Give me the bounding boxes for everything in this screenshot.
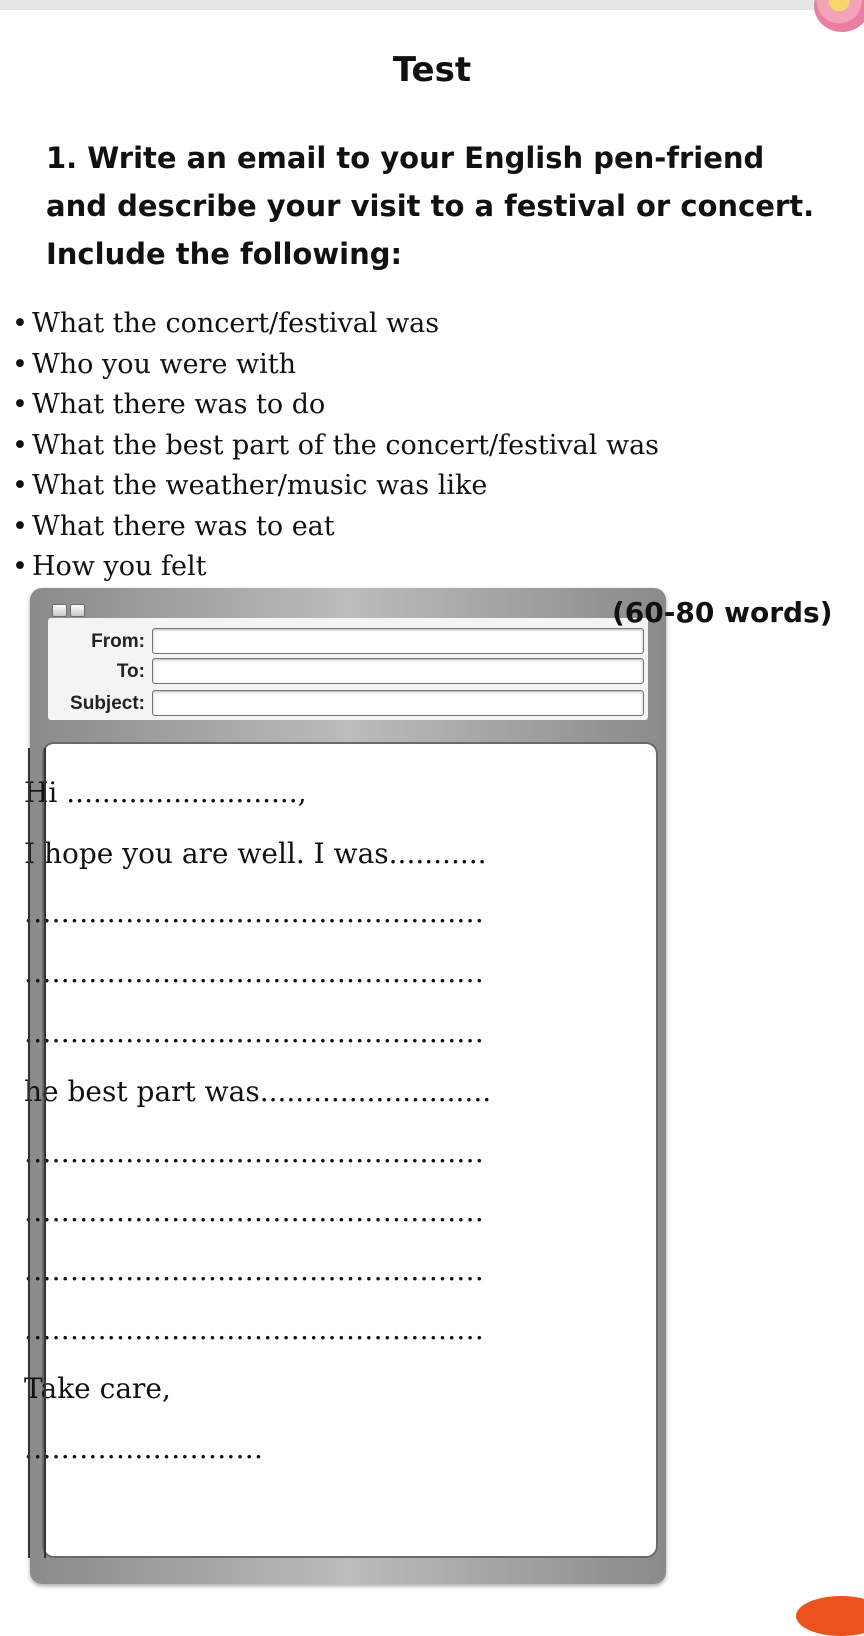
requirement-item: • What the best part of the concert/festival was: [12, 426, 659, 467]
requirements-list: [12, 304, 659, 588]
subject-label: Subject:: [70, 693, 145, 714]
best-part-blank: ..........................: [259, 1075, 492, 1108]
best-part-text: he best part was: [24, 1075, 260, 1108]
signature-line: ..........................: [24, 1432, 264, 1465]
writing-line: ..................................................: [24, 1136, 485, 1169]
to-label: To:: [116, 661, 145, 682]
requirement-item: • What there was to eat: [12, 507, 659, 548]
top-bar: [0, 0, 864, 10]
writing-line: ..................................................: [24, 1016, 485, 1049]
requirement-item: • Who you were with: [12, 345, 659, 386]
minimize-icon: [52, 604, 67, 617]
writing-line: ..................................................: [24, 1313, 485, 1346]
writing-line: ..................................................: [24, 1195, 485, 1228]
decorative-circle: [796, 1596, 864, 1636]
writing-line: ..................................................: [24, 896, 485, 929]
from-field[interactable]: [152, 628, 644, 654]
writing-line: ..................................................: [24, 1254, 485, 1287]
requirement-item: • How you felt: [12, 547, 659, 588]
requirement-item: • What there was to do: [12, 385, 659, 426]
greeting-blank: ..........................,: [66, 776, 307, 809]
word-count-hint: (60-80 words): [612, 596, 833, 629]
decorative-sticker: [814, 0, 864, 32]
closing-line: Take care,: [24, 1372, 171, 1405]
requirement-item: • What the concert/festival was: [12, 304, 659, 345]
email-header: [48, 618, 648, 720]
to-field[interactable]: [152, 658, 644, 684]
intro-line: [24, 839, 487, 869]
greeting-text: Hi: [24, 776, 58, 809]
intro-blank: ...........: [388, 837, 487, 870]
page-title: Test: [392, 50, 472, 90]
best-part-line: [24, 1077, 491, 1107]
subject-field[interactable]: [152, 690, 644, 716]
maximize-icon: [70, 604, 85, 617]
task-question: 1. Write an email to your English pen-friend and describe your visit to a festival or concert. Include the following:: [46, 141, 815, 271]
greeting-line: [24, 778, 307, 808]
intro-text: I hope you are well. I was: [24, 837, 389, 870]
requirement-item: • What the weather/music was like: [12, 466, 659, 507]
writing-line: ..................................................: [24, 956, 485, 989]
from-label: From:: [91, 631, 145, 652]
